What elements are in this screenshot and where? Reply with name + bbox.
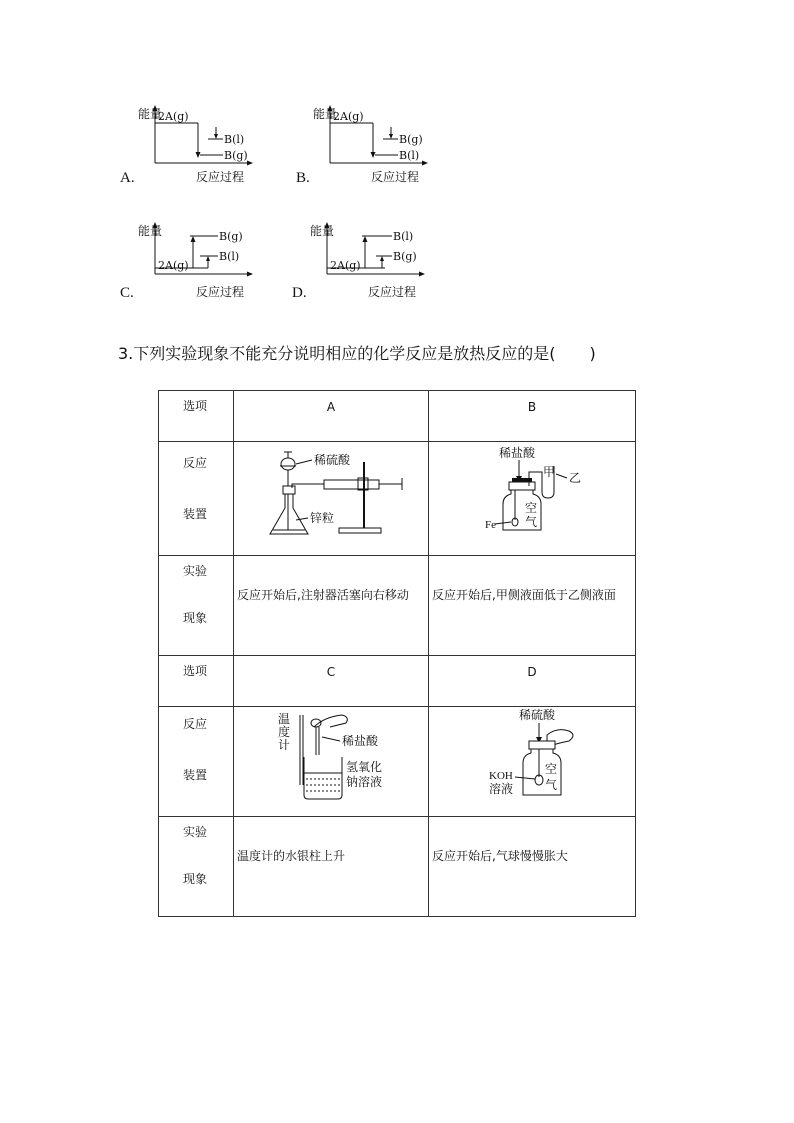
row-label-observation-2: 现象 (183, 872, 208, 886)
option-header-c: C (326, 665, 336, 679)
question-close-paren: ) (589, 344, 596, 363)
label-dilute-sulfuric-d: 稀硫酸 (519, 708, 556, 722)
label-dilute-sulfuric: 稀硫酸 (314, 453, 351, 467)
label-naoh-2: 钠溶液 (346, 775, 383, 789)
row-label-option: 选项 (183, 399, 208, 413)
label-air-2: 气 (525, 515, 538, 529)
label-dilute-hcl: 稀盐酸 (499, 446, 536, 460)
label-naoh-1: 氢氧化 (346, 760, 383, 774)
label-thermo-1: 温 (278, 712, 291, 726)
label-yi: 乙 (569, 471, 582, 485)
table-row (159, 817, 636, 917)
reactant-label: 2A(g) (330, 259, 361, 272)
energy-diagram-a-svg (138, 105, 268, 184)
observation-a: 反应开始后,注射器活塞向右移动 (237, 588, 409, 602)
table-cell (234, 656, 429, 707)
row-label-apparatus-1: 反应 (183, 456, 208, 470)
reactant-label: 2A(g) (333, 110, 364, 123)
option-letter-a: A. (120, 170, 135, 186)
table-cell (159, 656, 234, 707)
y-label-1: 能量 (313, 107, 338, 121)
y-label-1: 能量 (310, 224, 335, 238)
question-number: 3. (118, 344, 134, 363)
diagram-c (138, 222, 268, 299)
observation-b: 反应开始后,甲侧液面低于乙侧液面 (432, 588, 616, 602)
table-row (159, 442, 636, 556)
option-letter-d: D. (292, 285, 307, 301)
energy-diagram-c-svg (138, 222, 268, 299)
label-thermo-2: 度 (278, 725, 291, 739)
upper-label: B(g) (399, 133, 423, 146)
table-cell (159, 442, 234, 556)
label-air-1: 空 (525, 501, 538, 515)
option-header-a: A (326, 400, 336, 414)
upper-label: B(l) (393, 230, 414, 243)
x-label: 反应过程 (368, 285, 417, 299)
option-header-b: B (527, 400, 537, 414)
label-air-2-d: 气 (545, 778, 558, 792)
label-thermo-3: 计 (278, 738, 291, 752)
row-label-observation-1: 实验 (183, 825, 208, 839)
x-label: 反应过程 (196, 285, 245, 299)
lower-label: B(g) (224, 149, 248, 162)
beaker-thermometer-apparatus (234, 707, 429, 813)
table-cell (234, 391, 429, 442)
apparatus-a (234, 442, 429, 556)
label-koh-2: 溶液 (489, 782, 514, 796)
table-cell (429, 391, 636, 442)
y-label-1: 能量 (138, 107, 163, 121)
option-header-d: D (527, 665, 537, 679)
row-label-observation-2: 现象 (183, 611, 208, 625)
upper-label: B(l) (224, 133, 245, 146)
table-cell (234, 817, 429, 917)
table-row (159, 707, 636, 817)
label-fe: Fe (485, 519, 496, 531)
label-koh-1: KOH (489, 770, 513, 782)
reactant-label: 2A(g) (158, 259, 189, 272)
x-label: 反应过程 (371, 170, 420, 184)
apparatus-c (234, 707, 429, 817)
lower-label: B(l) (219, 250, 240, 263)
label-zinc: 锌粒 (310, 511, 335, 525)
table-cell (159, 391, 234, 442)
table-cell (429, 556, 636, 656)
reactant-label: 2A(g) (158, 110, 189, 123)
row-label-observation-1: 实验 (183, 564, 208, 578)
table-cell (159, 707, 234, 817)
x-label: 反应过程 (196, 170, 245, 184)
question-text: 下列实验现象不能充分说明相应的化学反应是放热反应的是( (133, 344, 556, 363)
row-label-option: 选项 (183, 664, 208, 678)
experiment-table (158, 390, 636, 917)
option-letter-c: C. (120, 285, 134, 301)
observation-d: 反应开始后,气球慢慢胀大 (432, 849, 568, 863)
table-cell (429, 656, 636, 707)
flask-syringe-apparatus (234, 442, 429, 552)
table-cell (159, 817, 234, 917)
row-label-apparatus-2: 装置 (183, 507, 208, 521)
label-dilute-hcl-c: 稀盐酸 (342, 734, 379, 748)
diagram-d (310, 222, 440, 299)
label-air-1-d: 空 (545, 762, 558, 776)
apparatus-b (429, 442, 636, 556)
upper-label: B(g) (219, 230, 243, 243)
observation-c: 温度计的水银柱上升 (237, 849, 346, 863)
option-letter-b: B. (296, 170, 310, 186)
table-cell (234, 556, 429, 656)
energy-diagram-b-svg (313, 105, 443, 184)
bottle-balloon-apparatus (429, 707, 636, 813)
bottle-u-tube-apparatus (429, 442, 636, 552)
row-label-apparatus-2: 装置 (183, 768, 208, 782)
table-cell (429, 817, 636, 917)
table-row (159, 556, 636, 656)
row-label-apparatus-1: 反应 (183, 717, 208, 731)
energy-diagram-d-svg (310, 222, 440, 299)
y-label-1: 能量 (138, 224, 163, 238)
apparatus-d (429, 707, 636, 817)
table-row (159, 656, 636, 707)
diagram-b (313, 105, 443, 184)
lower-label: B(l) (399, 149, 420, 162)
table-row (159, 391, 636, 442)
question-3 (118, 341, 596, 364)
lower-label: B(g) (393, 250, 417, 263)
label-jia: 甲 (543, 465, 556, 479)
diagram-a (138, 105, 268, 184)
table-cell (159, 556, 234, 656)
